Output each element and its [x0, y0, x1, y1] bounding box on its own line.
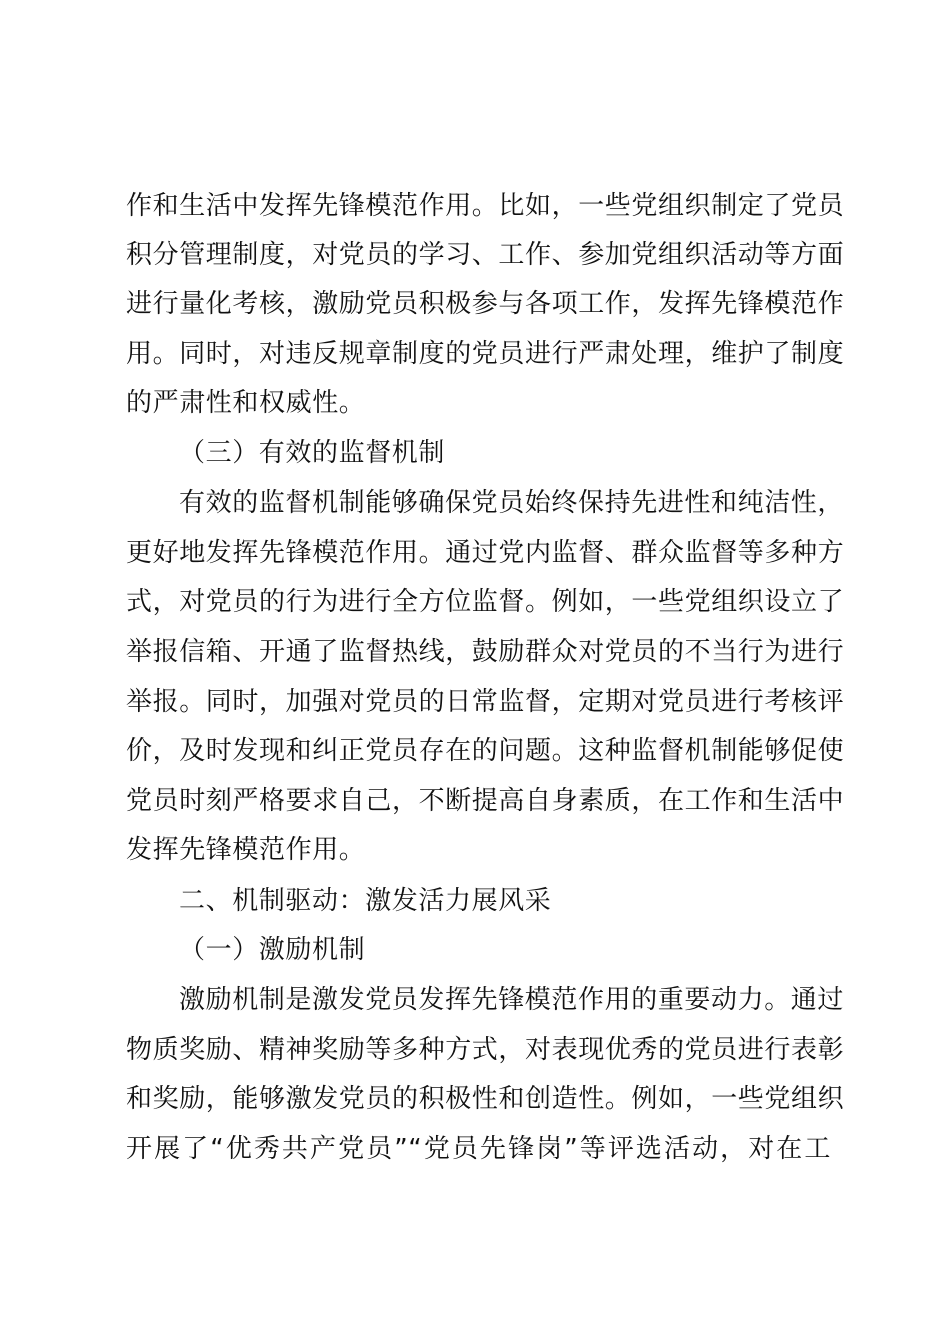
- chapter-heading: 二、机制驱动：激发活力展风采: [179, 886, 552, 916]
- paragraph-line: 党员时刻严格要求自己，不断提高自身素质，在工作和生活中: [126, 786, 845, 816]
- paragraph-line: 用。同时，对违反规章制度的党员进行严肃处理，维护了制度: [126, 339, 845, 369]
- paragraph-line: 发挥先锋模范作用。: [126, 835, 366, 865]
- paragraph-line: 更好地发挥先锋模范作用。通过党内监督、群众监督等多种方: [126, 538, 845, 568]
- paragraph-line: 价，及时发现和纠正党员存在的问题。这种监督机制能够促使: [126, 736, 845, 766]
- paragraph-line: 和奖励，能够激发党员的积极性和创造性。例如，一些党组织: [126, 1084, 845, 1114]
- section-heading: （一）激励机制: [179, 935, 366, 965]
- paragraph-line: 作和生活中发挥先锋模范作用。比如，一些党组织制定了党员: [126, 191, 845, 221]
- paragraph-line: 进行量化考核，激励党员积极参与各项工作，发挥先锋模范作: [126, 289, 845, 319]
- paragraph-line: 举报。同时，加强对党员的日常监督，定期对党员进行考核评: [126, 687, 845, 717]
- paragraph-line: 有效的监督机制能够确保党员始终保持先进性和纯洁性，: [179, 488, 845, 518]
- paragraph-line: 积分管理制度，对党员的学习、工作、参加党组织活动等方面: [126, 240, 845, 270]
- section-heading: （三）有效的监督机制: [179, 438, 446, 468]
- paragraph-line: 激励机制是激发党员发挥先锋模范作用的重要动力。通过: [179, 985, 845, 1015]
- paragraph-line: 举报信箱、开通了监督热线，鼓励群众对党员的不当行为进行: [126, 637, 845, 667]
- paragraph-line: 开展了“优秀共产党员”“党员先锋岗”等评选活动，对在工: [126, 1134, 831, 1164]
- paragraph-line: 式，对党员的行为进行全方位监督。例如，一些党组织设立了: [126, 587, 845, 617]
- paragraph-line: 的严肃性和权威性。: [126, 388, 366, 418]
- paragraph-line: 物质奖励、精神奖励等多种方式，对表现优秀的党员进行表彰: [126, 1035, 845, 1065]
